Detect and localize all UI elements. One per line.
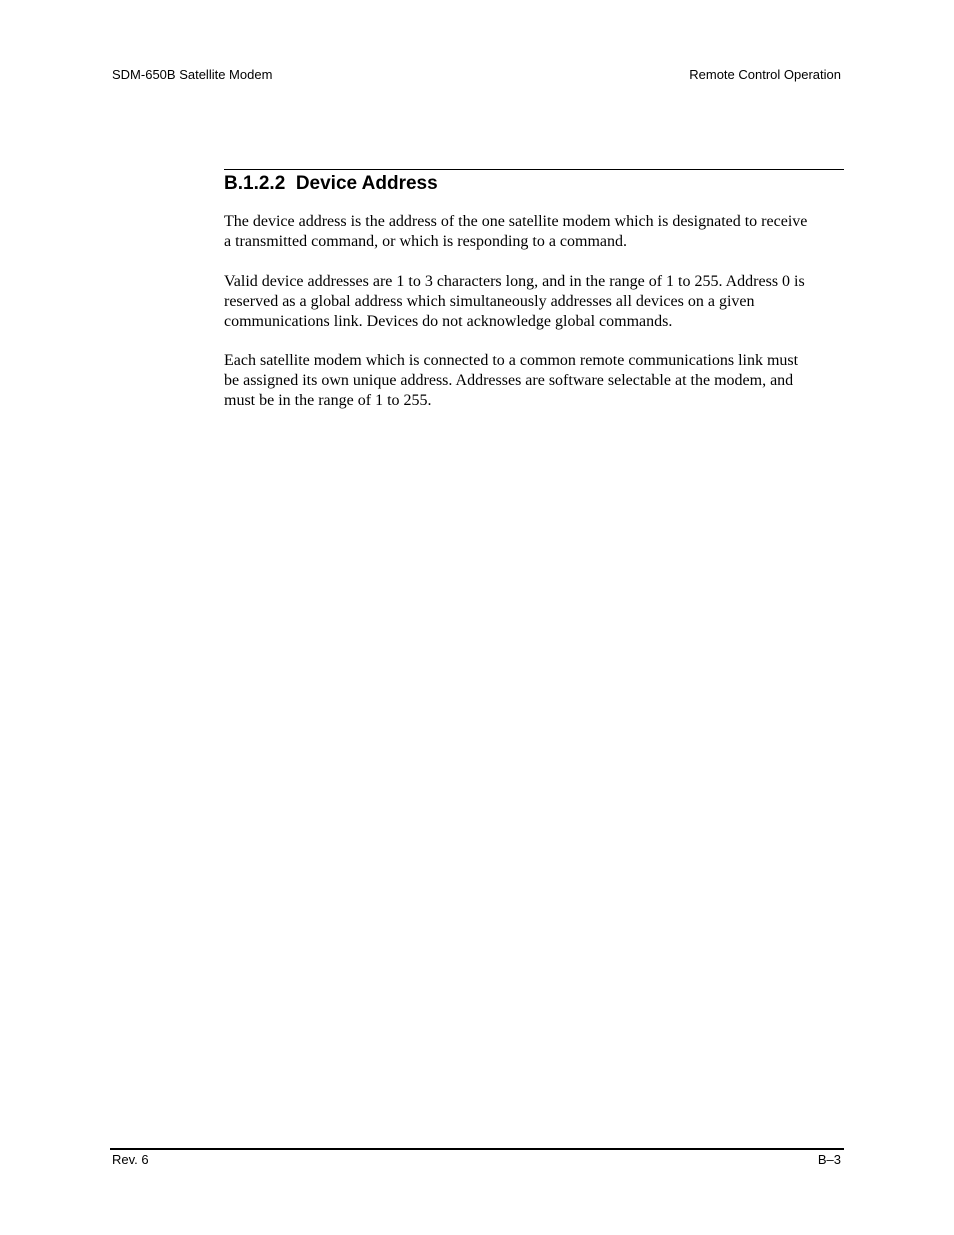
paragraph-line: must be in the range of 1 to 255.: [224, 392, 432, 409]
paragraph-line: Each satellite modem which is connected to a common remote communications link must: [224, 352, 799, 369]
section-heading: B.1.2.2 Device Address: [224, 173, 438, 194]
paragraph-line: reserved as a global address which simultaneously addresses all devices on a given: [224, 293, 755, 310]
paragraph-unique-address: [224, 351, 840, 411]
footer-page-number: B–3: [817, 1152, 841, 1167]
paragraph-line: Valid device addresses are 1 to 3 characters long, and in the range of 1 to 255. Address 0 is: [224, 273, 805, 290]
paragraph-line: communications link. Devices do not acknowledge global commands.: [224, 313, 673, 330]
paragraph-line: The device address is the address of the one satellite modem which is designated to receive: [224, 213, 808, 230]
section-divider: [224, 169, 844, 170]
footer-divider: [110, 1148, 844, 1150]
header-chapter-title: Remote Control Operation: [689, 67, 841, 82]
paragraph-device-address-definition: [224, 212, 840, 252]
paragraph-line: a transmitted command, or which is responding to a command.: [224, 233, 628, 250]
header-document-title: SDM-650B Satellite Modem: [112, 67, 273, 82]
footer-revision: Rev. 6: [112, 1152, 149, 1167]
paragraph-line: be assigned its own unique address. Addresses are software selectable at the modem, and: [224, 372, 794, 389]
paragraph-valid-addresses: [224, 272, 840, 332]
